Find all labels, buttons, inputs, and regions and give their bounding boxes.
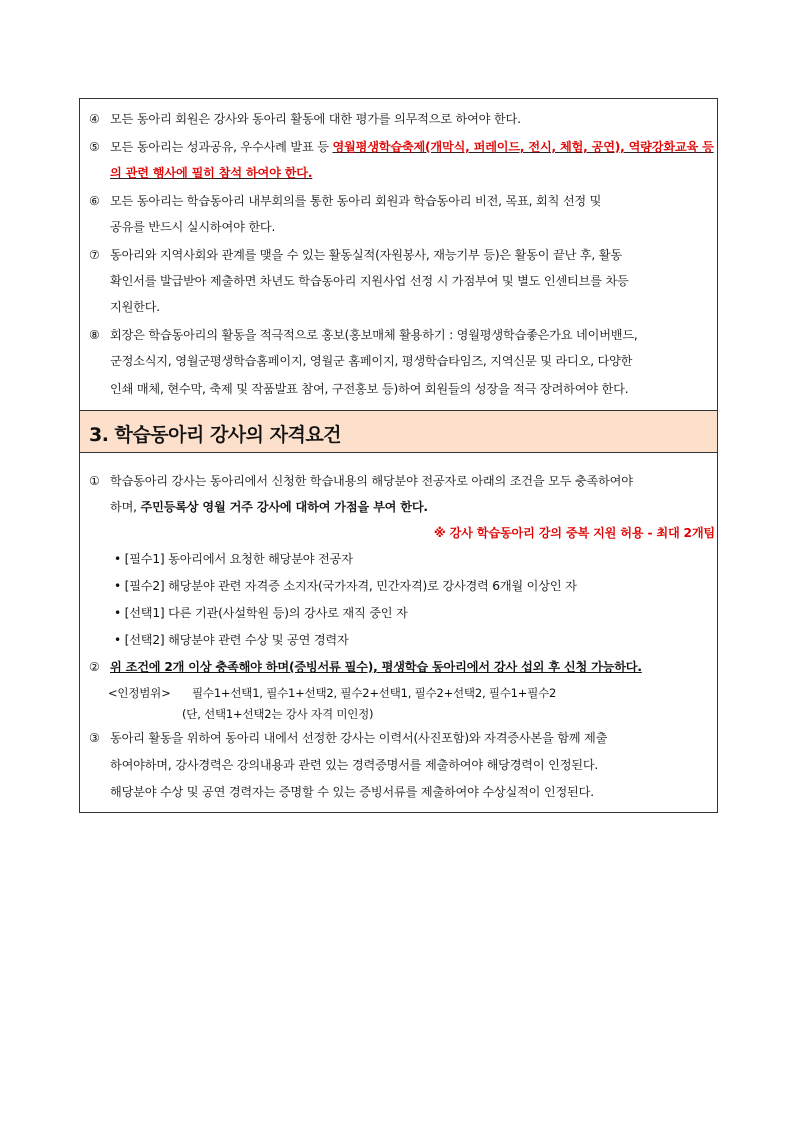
item-number: ⑦ — [89, 248, 100, 262]
item-text: 회장은 학습동아리의 활동을 적극적으로 홍보(홍보매체 활용하기 : 영월평생학습좋은가요 네이버밴드, — [110, 328, 638, 342]
item-text: 모든 동아리 회원은 강사와 동아리 활동에 대한 평가를 의무적으로 하여야 한다. — [110, 112, 521, 126]
item-text: 확인서를 발급받아 제출하면 차년도 학습동아리 지원사업 선정 시 가점부여 및 별도 인센티브를 차등 — [110, 274, 629, 288]
item-text: 지원한다. — [110, 300, 160, 314]
item-text — [110, 499, 428, 515]
item-text: 위 조건에 2개 이상 충족해야 하며(증빙서류 필수), 평생학습 동아리에서 강사 섭외 후 신청 가능하다. — [110, 660, 642, 674]
item-number: ⑧ — [89, 328, 100, 342]
bullet-text: • [선택1] 다른 기관(사설학원 등)의 강사로 재직 중인 자 — [114, 606, 408, 620]
section-heading — [80, 410, 717, 453]
duplicate-support-note: ※ 강사 학습동아리 강의 중복 지원 허용 - 최대 2개팀 — [433, 526, 715, 540]
item-text — [110, 139, 714, 155]
item-text-plain: 모든 동아리는 성과공유, 우수사례 발표 등 — [110, 140, 333, 154]
item-number: ⑥ — [89, 194, 100, 208]
content-box — [79, 98, 718, 813]
bullet-text: • [선택2] 해당분야 관련 수상 및 공연 경력자 — [114, 633, 349, 647]
range-note: (단, 선택1+선택2는 강사 자격 미인정) — [182, 707, 374, 721]
item-number: ④ — [89, 112, 100, 126]
item-text: 모든 동아리는 학습동아리 내부회의를 통한 동아리 회원과 학습동아리 비전, 목표, 회칙 선정 및 — [110, 194, 602, 208]
item-text-plain: 하며, — [110, 500, 141, 514]
item-text: 동아리 활동을 위하여 동아리 내에서 선정한 강사는 이력서(사진포함)와 자격증사본을 함께 제출 — [110, 731, 608, 745]
item-text: 해당분야 수상 및 공연 경력자는 증명할 수 있는 증빙서류를 제출하여야 수상실적이 인정된다. — [110, 785, 594, 799]
item-number: ③ — [89, 731, 100, 745]
festival-emphasis-cont: 의 관련 행사에 필히 참석 하여야 한다. — [110, 166, 313, 180]
range-label: <인정범위> — [108, 686, 171, 700]
section-title: 3. 학습동아리 강사의 자격요건 — [89, 424, 342, 446]
item-number: ⑤ — [89, 140, 100, 154]
item-text: 하여야하며, 강사경력은 강의내용과 관련 있는 경력증명서를 제출하여야 해당경력이 인정된다. — [110, 758, 599, 772]
bullet-text: • [필수1] 동아리에서 요청한 해당분야 전공자 — [114, 552, 353, 566]
item-text: 학습동아리 강사는 동아리에서 신청한 학습내용의 해당분야 전공자로 아래의 조건을 모두 충족하여야 — [110, 474, 633, 488]
item-text: 동아리와 지역사회와 관계를 맺을 수 있는 활동실적(자원봉사, 재능기부 등)은 활동이 끝난 후, 활동 — [110, 248, 622, 262]
bullet-text: • [필수2] 해당분야 관련 자격증 소지자(국가자격, 민간자격)로 강사경력 6개월 이상인 자 — [114, 579, 577, 593]
festival-emphasis: 영월평생학습축제(개막식, 퍼레이드, 전시, 체험, 공연), 역량강화교육 등 — [332, 140, 714, 154]
item-number: ① — [89, 474, 100, 488]
item-text: 공유를 반드시 실시하여야 한다. — [110, 220, 276, 234]
residence-bonus-emphasis: 주민등록상 영월 거주 강사에 대하여 가점을 부여 한다. — [140, 500, 428, 514]
item-text: 군정소식지, 영월군평생학습홈페이지, 영월군 홈페이지, 평생학습타임즈, 지역신문 및 라디오, 다양한 — [110, 354, 633, 368]
range-values: 필수1+선택1, 필수1+선택2, 필수2+선택1, 필수2+선택2, 필수1+필수2 — [192, 686, 557, 700]
item-text: 인쇄 매체, 현수막, 축제 및 작품발표 참여, 구전홍보 등)하여 회원들의 성장을 적극 장려하여야 한다. — [110, 382, 629, 396]
item-number: ② — [89, 660, 100, 674]
